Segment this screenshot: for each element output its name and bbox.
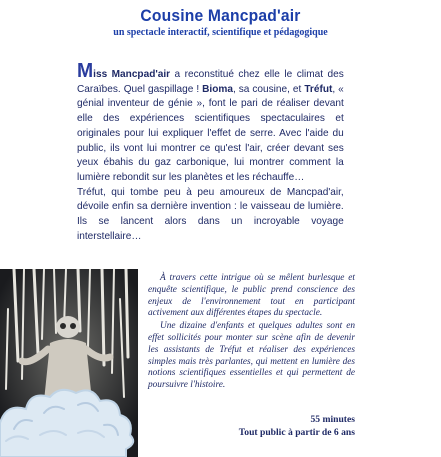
intro-text bbox=[77, 60, 344, 244]
header bbox=[0, 6, 441, 38]
name-rest: iss Mancpad'air bbox=[93, 69, 171, 80]
stage-photo bbox=[0, 269, 138, 457]
cloud-decoration-icon bbox=[0, 385, 138, 457]
intro-text-2: , sa cousine, et bbox=[232, 83, 305, 95]
page-title: Cousine Mancpad'air bbox=[140, 6, 301, 25]
drop-cap: M bbox=[77, 60, 94, 82]
intro-text-3: , « génial inventeur de génie », font le pari de réaliser devant elle des expériences scientifiques spectaculaires et originales pour lui expliquer l'effet de serre. Avec l'aide du public, ils vont lui montrer ce qu'est l'air, créer devant ses yeux ébahis du gaz carbonique, lui montrer comment la lumière rebondit sur les planètes et les réchauffe… bbox=[77, 83, 344, 183]
description-paragraph-1: À travers cette intrigue où se mêlent burlesque et enquête scientifique, le public prend conscience des enjeux de l'environnement tout en participant activement aux différentes étapes du spectacle. bbox=[148, 273, 355, 319]
character-name-miss bbox=[77, 60, 171, 82]
audience: Tout public à partir de 6 ans bbox=[238, 426, 355, 438]
duration: 55 minutes bbox=[310, 414, 355, 425]
character-name-bioma: Bioma bbox=[202, 83, 233, 95]
page-subtitle: un spectacle interactif, scientifique et pédagogique bbox=[113, 27, 328, 38]
description-text bbox=[148, 273, 355, 393]
character-name-trefut: Tréfut bbox=[304, 83, 333, 95]
intro-paragraph-2: Tréfut, qui tombe peu à peu amoureux de Mancpad'air, dévoile enfin sa dernière invention : le vaisseau de lumière. Ils se lancent alors dans un incroyable voyage interstellaire… bbox=[77, 186, 344, 242]
intro-text-1: a reconstitué chez elle le climat des Caraïbes. Quel gaspillage ! bbox=[77, 69, 344, 95]
show-info bbox=[210, 414, 355, 439]
description-paragraph-2: Une dizaine d'enfants et quelques adultes sont en effet sollicités pour monter sur scène afin de devenir les assistants de Tréfut et réaliser des expériences simples mais très parlantes, qui mettent en lumière des notions scientifiques essentielles et qui permettent de poursuivre l'histoire. bbox=[148, 321, 355, 391]
intro-paragraph-1 bbox=[77, 60, 344, 186]
